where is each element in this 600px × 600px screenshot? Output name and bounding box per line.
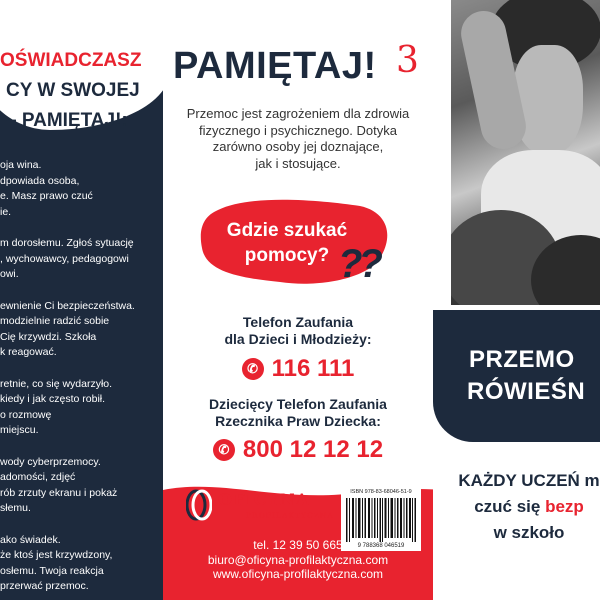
helpline-2-label-line-1: Dziecięcy Telefon Zaufania <box>209 396 387 412</box>
advice-2-line-3: owi. <box>0 268 19 280</box>
advice-5-line-2: adomości, zdjęć <box>0 471 76 483</box>
helpline-2-number-text: 800 12 12 12 <box>242 436 384 463</box>
publisher-subtitle: PROFILAKTYCZNA <box>246 511 334 520</box>
advice-6-line-3: osłemu. Twoja reakcja <box>0 564 104 577</box>
contact-phone[interactable]: tel. 12 39 50 665 <box>253 538 343 552</box>
barcode-number: 9 788368 046519 <box>357 543 405 549</box>
helpline-1-number-text: 116 111 <box>271 355 355 382</box>
left-heading-line-1: OŚWIADCZASZ <box>0 50 142 71</box>
helpline-2-label-line-2: Rzecznika Praw Dziecka: <box>215 413 381 429</box>
advice-5-line-1: wody cyberprzemocy. <box>0 455 101 468</box>
question-marks: ?? <box>338 242 379 286</box>
advice-2-line-1: m dorosłemu. Zgłoś sytuację <box>0 237 134 249</box>
page-title: PAMIĘTAJ! <box>173 45 377 87</box>
slogan-line-1: KAŻDY UCZEŃ m <box>458 471 600 490</box>
advice-4-line-2: kiedy i jak często robił. <box>0 393 106 405</box>
intro-line-4: jak i stosujące. <box>255 155 341 171</box>
left-heading-line-2: CY W SWOJEJ <box>6 80 140 101</box>
cover-title-line-2: RÓWIEŚN <box>467 378 586 405</box>
contact-email[interactable]: biuro@oficyna-profilaktyczna.com <box>207 552 389 567</box>
help-question-line-2: pomocy? <box>244 245 330 266</box>
intro-line-3: zarówno osoby jej doznające, <box>212 139 384 154</box>
left-heading <box>0 46 163 136</box>
advice-2-line-2: , wychowawcy, pedagogowi <box>0 252 129 265</box>
publisher-name: OFICYNA <box>218 490 309 509</box>
contact-info <box>163 538 433 582</box>
left-advice-list <box>0 158 160 595</box>
phone-icon: ✆ <box>242 358 264 380</box>
helpline-1-label-line-2: dla Dzieci i Młodzieży: <box>224 331 372 347</box>
left-panel <box>0 0 163 600</box>
slogan-line-2-a: czuć się <box>474 497 546 516</box>
contact-website[interactable]: www.oficyna-profilaktyczna.com <box>212 567 384 581</box>
advice-1-line-4: ie. <box>0 205 12 218</box>
boy-photo <box>451 0 600 305</box>
advice-1-line-3: e. Masz prawo czuć <box>0 190 93 202</box>
cover-slogan <box>449 468 600 546</box>
helpline-1-label-line-1: Telefon Zaufania <box>242 314 354 330</box>
phone-icon: ✆ <box>213 439 235 461</box>
advice-4-line-3: o rozmowę <box>0 408 52 421</box>
advice-1-line-1: oja wina. <box>0 159 42 171</box>
slogan-line-2 <box>449 494 600 520</box>
advice-3-line-4: k reagować. <box>0 346 57 358</box>
intro-line-1: Przemoc jest zagrożeniem dla zdrowia <box>186 106 410 121</box>
isbn-text: ISBN 978-83-68046-51-9 <box>350 489 412 495</box>
cover-title-line-1: PRZEMO <box>469 346 575 373</box>
publisher-logo-icon <box>186 489 212 521</box>
helpline-2-label <box>163 396 433 430</box>
advice-6-line-1: ako świadek. <box>0 533 61 546</box>
helpline-1-number <box>163 355 433 383</box>
advice-3-line-2: modzielnie radzić sobie <box>0 315 110 327</box>
advice-4-line-4: miejscu. <box>0 424 39 436</box>
slogan-line-3: w szkoło <box>493 523 565 542</box>
advice-3-line-3: Cię krzywdzi. Szkoła <box>0 330 97 343</box>
left-heading-line-3: – PAMIĘTAJ!: <box>6 110 128 131</box>
slogan-highlight: bezp <box>545 497 584 516</box>
helpline-1-label <box>163 314 433 348</box>
helpline-2-number <box>163 436 433 464</box>
advice-1-line-2: dpowiada osoba, <box>0 174 80 187</box>
intro-text <box>163 106 433 172</box>
advice-5-line-4: słemu. <box>0 502 31 514</box>
help-question-line-1: Gdzie szukać <box>226 220 348 241</box>
barcode-bars <box>346 498 416 542</box>
advice-3-line-1: ewnienie Ci bezpieczeństwa. <box>0 299 135 312</box>
advice-6-line-2: że ktoś jest krzywdzony, <box>0 549 113 561</box>
advice-6-line-4: przerwać przemoc. <box>0 580 89 592</box>
advice-4-line-1: retnie, co się wydarzyło. <box>0 377 113 390</box>
advice-5-line-3: rób zrzuty ekranu i pokaż <box>0 486 118 499</box>
cover-banner <box>433 310 600 442</box>
publisher-logo <box>186 489 334 529</box>
right-panel <box>433 0 600 600</box>
intro-line-2: fizycznego i psychicznego. Dotyka <box>199 122 397 138</box>
page-number-mark: 3 <box>396 40 419 81</box>
